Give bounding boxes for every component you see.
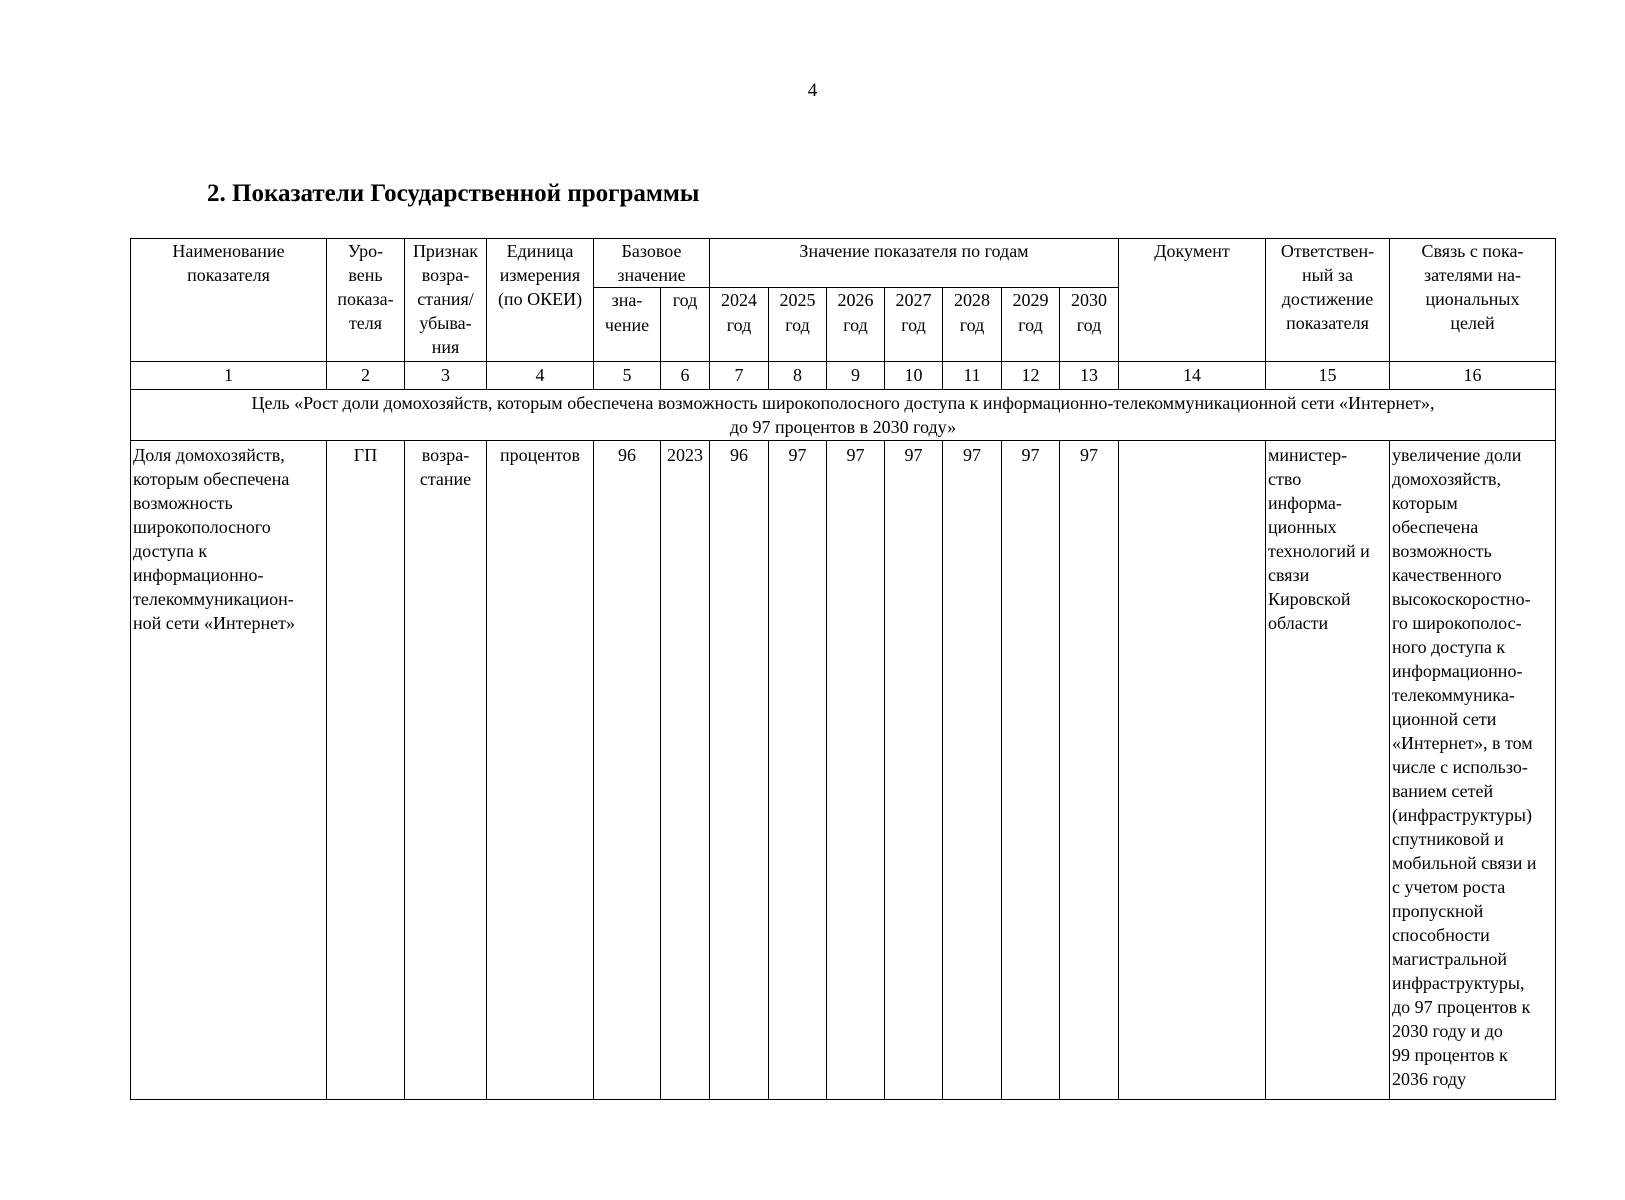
column-number: 15 (1266, 362, 1390, 390)
header-trend: Признак возра- стания/ убыва- ния (405, 239, 487, 362)
header-year: 2026 год (827, 288, 885, 362)
year-value: 97 (943, 441, 1002, 1100)
header-base-value: зна- чение (594, 288, 661, 362)
indicators-table (130, 238, 1556, 1100)
header-year: 2030 год (1060, 288, 1119, 362)
header-year: 2024 год (710, 288, 769, 362)
column-number: 11 (943, 362, 1002, 390)
header-unit: Единица измерения (по ОКЕИ) (487, 239, 594, 362)
section-title: 2. Показатели Государственной программы (207, 180, 700, 207)
column-number: 1 (131, 362, 327, 390)
base-value: 96 (594, 441, 661, 1100)
responsible-cell: министер- ство информа- ционных технологий и связи Кировской области (1266, 441, 1390, 1100)
year-value: 97 (827, 441, 885, 1100)
header-name: Наименование показателя (131, 239, 327, 362)
page-number: 4 (807, 80, 818, 101)
year-value: 96 (710, 441, 769, 1100)
indicator-level: ГП (327, 441, 405, 1100)
header-base: Базовое значение (594, 239, 710, 288)
column-number: 10 (885, 362, 943, 390)
column-number: 16 (1390, 362, 1556, 390)
year-value: 97 (769, 441, 827, 1100)
column-number: 14 (1119, 362, 1266, 390)
indicator-trend: возра- стание (405, 441, 487, 1100)
header-year: 2029 год (1002, 288, 1060, 362)
column-number: 13 (1060, 362, 1119, 390)
indicator-unit: процентов (487, 441, 594, 1100)
base-year: 2023 (661, 441, 710, 1100)
column-number: 3 (405, 362, 487, 390)
header-values-by-year: Значение показателя по годам (710, 239, 1119, 288)
column-number: 9 (827, 362, 885, 390)
column-number: 4 (487, 362, 594, 390)
national-goals-link-cell: увеличение доли домохозяйств, которым обеспечена возможность качественного высокоскоростно- го широкополос- ного доступа к информационно- телекоммуника- ционной сети «Интернет», в том числе с использо- ванием сетей (инфраструктуры) спутниковой и мобильной связи и с учетом роста пропускной способности магистральной инфраструктуры, до 97 процентов к 2030 году и до 99 процентов к 2036 году (1390, 441, 1556, 1100)
header-document: Документ (1119, 239, 1266, 362)
header-year: 2027 год (885, 288, 943, 362)
header-link: Связь с пока- зателями на- циональных целей (1390, 239, 1556, 362)
column-number: 7 (710, 362, 769, 390)
column-number: 2 (327, 362, 405, 390)
header-level: Уро- вень показа- теля (327, 239, 405, 362)
year-value: 97 (1002, 441, 1060, 1100)
header-responsible: Ответствен- ный за достижение показателя (1266, 239, 1390, 362)
year-value: 97 (885, 441, 943, 1100)
year-value: 97 (1060, 441, 1119, 1100)
table-row (131, 441, 1556, 1100)
document-cell (1119, 441, 1266, 1100)
column-number: 12 (1002, 362, 1060, 390)
column-number: 8 (769, 362, 827, 390)
header-year: 2025 год (769, 288, 827, 362)
header-base-year: год (661, 288, 710, 362)
goal-row: Цель «Рост доли домохозяйств, которым обеспечена возможность широкополосного доступа к информационно-телекоммуникационной сети «Интернет», до 97 процентов в 2030 году» (131, 390, 1556, 441)
indicator-name: Доля домохозяйств, которым обеспечена возможность широкополосного доступа к информационно- телекоммуникацион- ной сети «Интернет» (131, 441, 327, 1100)
column-number: 6 (661, 362, 710, 390)
column-number: 5 (594, 362, 661, 390)
header-year: 2028 год (943, 288, 1002, 362)
